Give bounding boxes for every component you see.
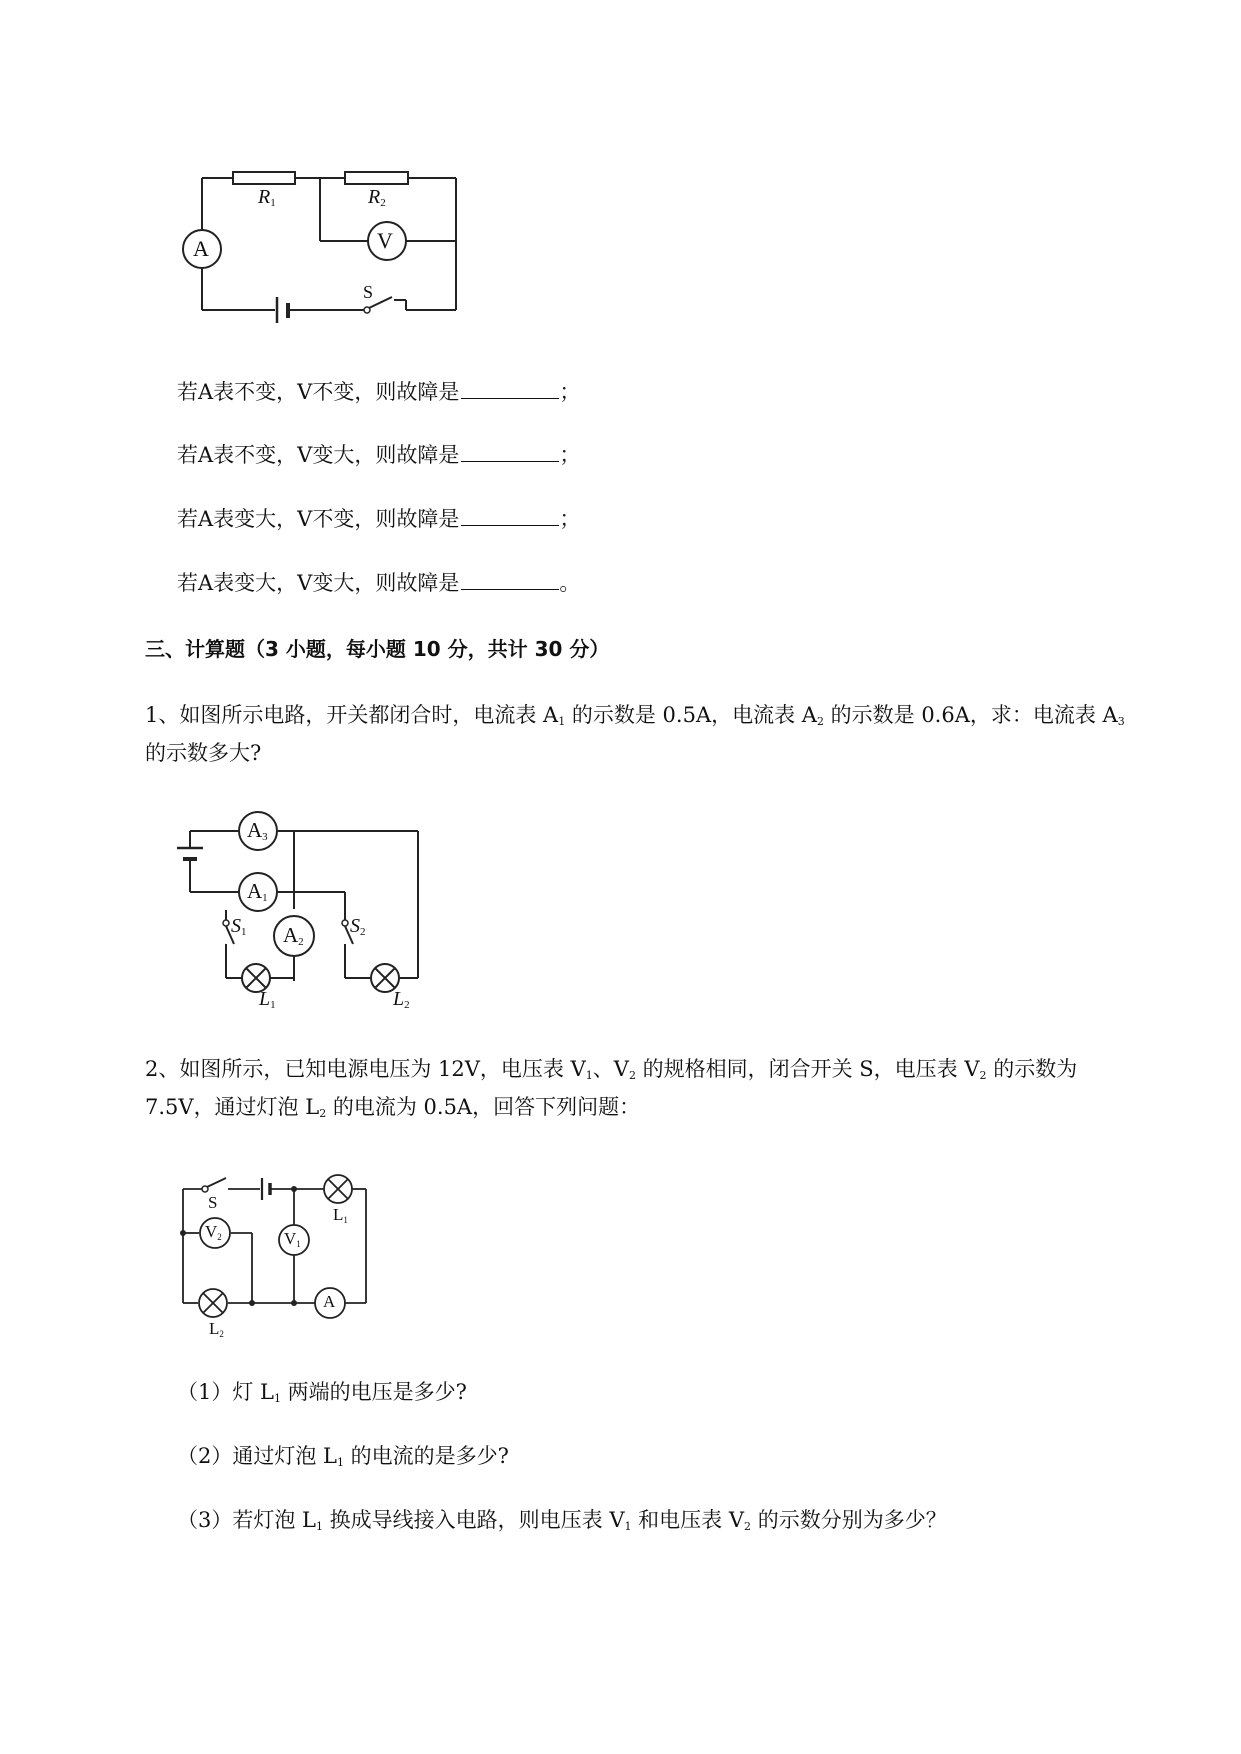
junction-dot	[249, 1300, 255, 1306]
label-s: S	[208, 1193, 218, 1212]
label-l2: $L_2$	[393, 988, 410, 1011]
fault-line-4: 若A表变大，V变大，则故障是 。	[177, 571, 581, 595]
label-a1: $A_1$	[247, 879, 268, 904]
label-r1: $R_1$	[258, 186, 276, 209]
switch-lever	[207, 1178, 226, 1187]
label-r2: $R_2$	[368, 186, 386, 209]
section-heading: 三、计算题（3 小题，每小题 10 分，共计 30 分）	[145, 637, 610, 661]
junction-dot	[291, 1300, 297, 1306]
label-voltmeter: V	[377, 228, 393, 253]
lamp-l1-symbol	[324, 1175, 352, 1203]
fault-line-2: 若A表不变，V变大，则故障是 ；	[177, 443, 581, 467]
label-l1: $L_1$	[259, 988, 276, 1011]
sub-question-2: （2）通过灯泡 $L_1$ 的电流的是多少?	[177, 1444, 509, 1469]
label-a2: $A_2$	[283, 923, 304, 948]
label-l2: $L_2$	[209, 1319, 224, 1339]
question-1: 1、如图所示电路，开关都闭合时，电流表 $A_1$ 的示数是 0.5A，电流表 $A_2$ 的示数是 0.6A，求：电流表 $A_3$	[145, 703, 1125, 728]
question-1-cont: 的示数多大?	[145, 741, 262, 765]
question-2-cont: 7.5V，通过灯泡 $L_2$ 的电流为 0.5A，回答下列问题：	[145, 1095, 641, 1120]
junction-dot	[291, 1186, 297, 1192]
fault-line-3: 若A表变大，V不变，则故障是 ；	[177, 507, 581, 531]
lamp-l2-symbol	[199, 1289, 227, 1317]
sub-question-1: （1）灯 $L_1$ 两端的电压是多少?	[177, 1380, 467, 1405]
label-v1: $V_1$	[284, 1229, 301, 1249]
junction-dot	[180, 1230, 186, 1236]
label-s1: $S_1$	[231, 915, 247, 938]
label-ammeter: A	[193, 236, 209, 261]
fault-line-1: 若A表不变，V不变，则故障是 ；	[177, 380, 581, 404]
label-l1: $L_1$	[333, 1205, 348, 1225]
label-v2: $V_2$	[205, 1222, 222, 1242]
label-a3: $A_3$	[247, 818, 268, 843]
label-a: A	[323, 1292, 336, 1311]
sub-question-3: （3）若灯泡 $L_1$ 换成导线接入电路，则电压表 $V_1$ 和电压表 $V_2$ 的示数分别为多少？	[177, 1508, 947, 1533]
label-switch: S	[363, 282, 374, 302]
label-s2: $S_2$	[350, 915, 366, 938]
question-2: 2、如图所示，已知电源电压为 12V，电压表 $V_1$、$V_2$ 的规格相同，闭合开关 S，电压表 $V_2$ 的示数为	[145, 1057, 1078, 1082]
